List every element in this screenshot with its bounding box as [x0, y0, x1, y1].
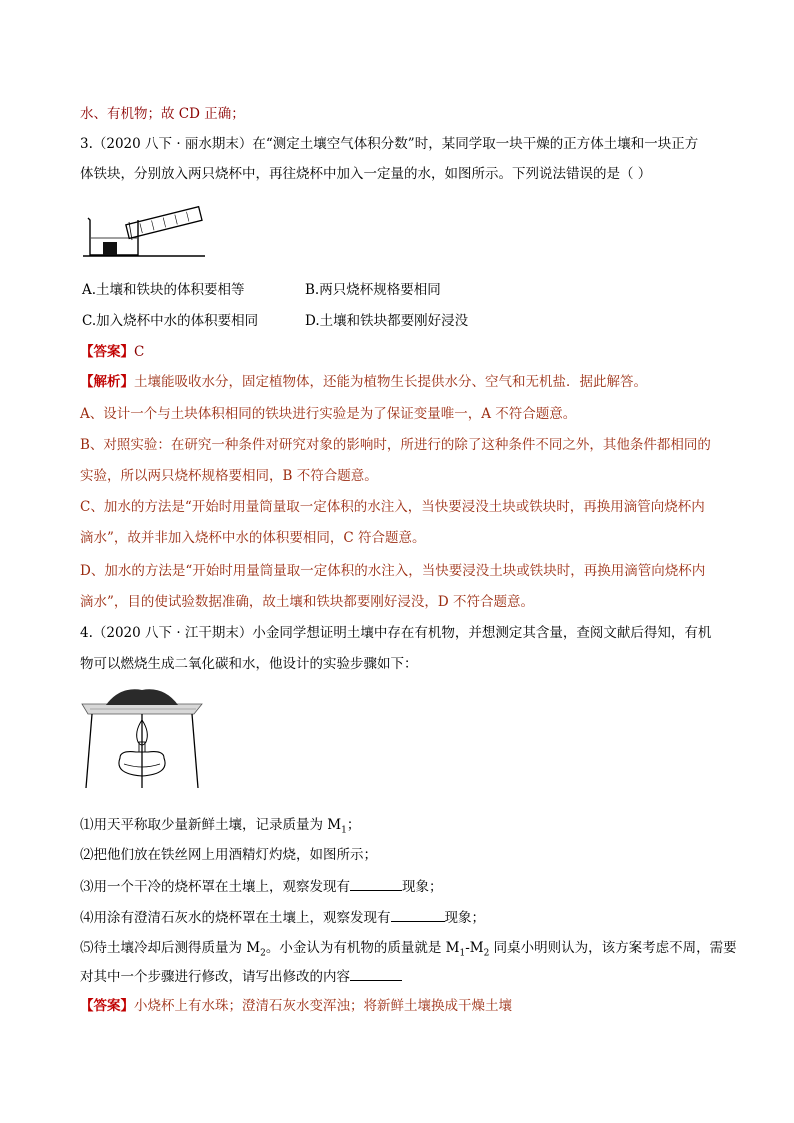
- q3-analysis-d1: D、加水的方法是“开始时用量筒量取一定体积的水注入，当快要浸没土块或铁块时，再换用滴管向烧杯内: [80, 563, 706, 579]
- q4-answer: [80, 996, 512, 1016]
- q3-analysis: [80, 372, 647, 392]
- answer-tag: 【答案】: [80, 998, 134, 1014]
- q3-option-d: D.土壤和铁块都要刚好浸没: [305, 313, 469, 329]
- q4-stem-line1: 4.（2020 八下 · 江干期末）小金同学想证明土壤中存在有机物，并想测定其含量，查阅文献后得知，有机: [80, 625, 712, 641]
- q3-option-b: B.两只烧杯规格要相同: [305, 282, 441, 298]
- q4-step5-line1: ⑸待土壤冷却后测得质量为 $M_2$。小金认为有机物的质量就是 $M_1-M_2$ 同桌小明则认为，该方案考虑不周，需要: [80, 940, 737, 959]
- q4-step3: ⑶用一个干冷的烧杯罩在土壤上，观察发现有 现象；: [80, 876, 443, 897]
- q4-step4: ⑷用涂有澄清石灰水的烧杯罩在土壤上，观察发现有 现象；: [80, 907, 485, 928]
- burner-figure: [80, 684, 204, 794]
- q3-analysis-c2: 滴水”，故并非加入烧杯中水的体积要相同，C 符合题意。: [80, 530, 426, 546]
- continued-answer-line: 水、有机物；故 CD 正确；: [80, 106, 245, 122]
- q3-stem-line2: 体铁块，分别放入两只烧杯中，再往烧杯中加入一定量的水，如图所示。下列说法错误的是（ ）: [80, 166, 652, 182]
- q3-analysis-b2: 实验，所以两只烧杯规格要相同，B 不符合题意。: [80, 468, 378, 484]
- q4-step1: ⑴用天平称取少量新鲜土壤，记录质量为 $M_1$；: [80, 817, 361, 836]
- q3-option-c: C.加入烧杯中水的体积要相同: [82, 313, 259, 329]
- soil-heap: [106, 689, 178, 705]
- q3-analysis-a: A、设计一个与土块体积相同的铁块进行实验是为了保证变量唯一，A 不符合题意。: [80, 406, 577, 422]
- soil-block: [103, 242, 117, 255]
- q3-analysis-c1: C、加水的方法是“开始时用量筒量取一定体积的水注入，当快要浸没土块或铁块时，再换用滴管向烧杯内: [80, 499, 705, 515]
- q4-step5-line2: 对其中一个步骤进行修改，请写出修改的内容: [80, 966, 402, 987]
- answer-value: C: [134, 344, 145, 360]
- q3-stem-line1: 3.（2020 八下 · 丽水期末）在“测定土壤空气体积分数”时，某同学取一块干燥的正方体土壤和一块正方: [80, 136, 699, 152]
- analysis-text: 土壤能吸收水分，固定植物体，还能为植物生长提供水分、空气和无机盐．据此解答。: [134, 374, 647, 390]
- q4-step2: ⑵把他们放在铁丝网上用酒精灯灼烧，如图所示；: [80, 847, 377, 863]
- q3-analysis-b1: B、对照实验：在研究一种条件对研究对象的影响时，所进行的除了这种条件不同之外，其他条件都相同的: [80, 437, 711, 453]
- q3-option-a: A.土壤和铁块的体积要相等: [82, 282, 245, 298]
- cylinder: [126, 207, 202, 239]
- analysis-tag: 【解析】: [80, 374, 134, 390]
- answer-text: 小烧杯上有水珠；澄清石灰水变浑浊；将新鲜土壤换成干燥土壤: [134, 998, 512, 1014]
- q4-stem-line2: 物可以燃烧生成二氧化碳和水，他设计的实验步骤如下：: [80, 656, 418, 672]
- beaker-figure: [80, 200, 210, 262]
- answer-tag: 【答案】: [80, 344, 134, 360]
- q3-answer: [80, 342, 144, 362]
- answer-blank[interactable]: [350, 966, 402, 981]
- q3-analysis-d2: 滴水”，目的使试验数据准确，故土壤和铁块都要刚好浸没，D 不符合题意。: [80, 594, 535, 610]
- tripod-leg: [86, 714, 92, 788]
- answer-blank[interactable]: [391, 907, 445, 922]
- tripod-leg: [192, 714, 198, 788]
- answer-blank[interactable]: [350, 876, 402, 891]
